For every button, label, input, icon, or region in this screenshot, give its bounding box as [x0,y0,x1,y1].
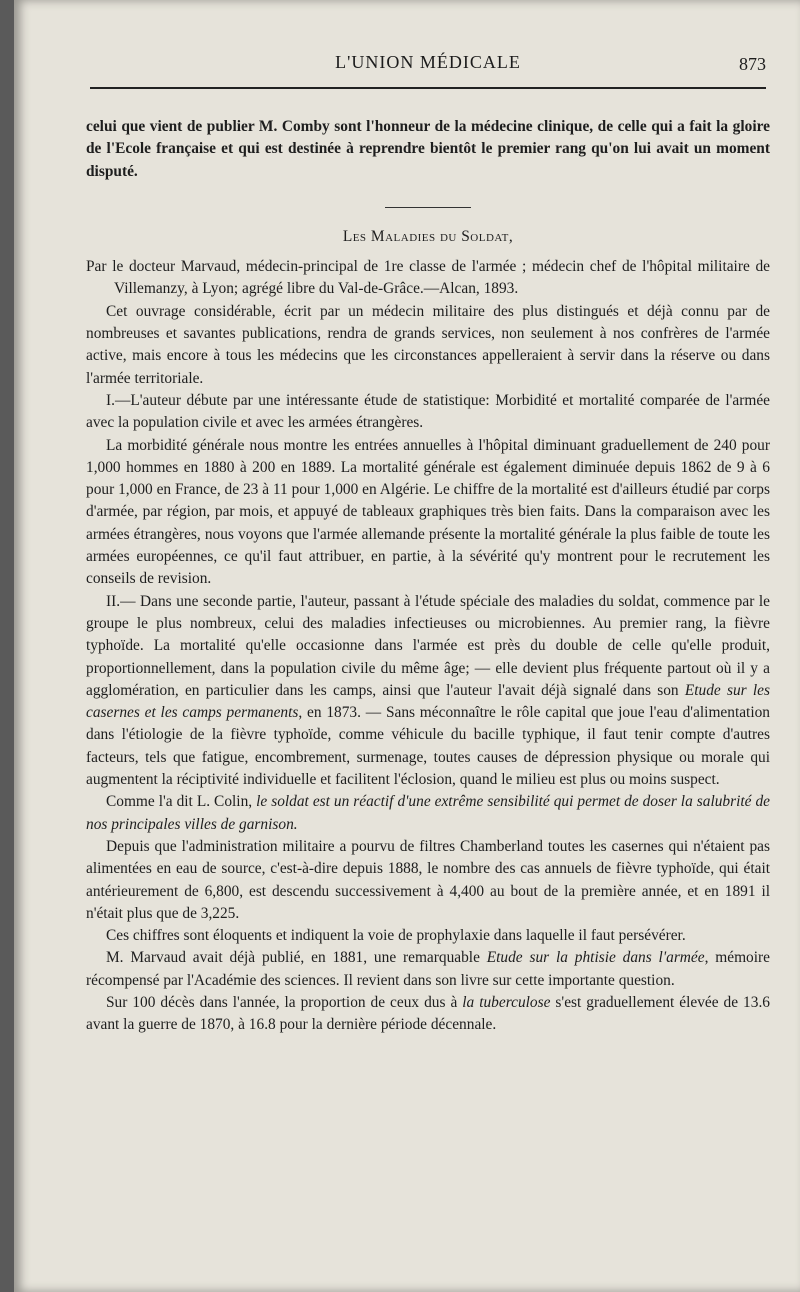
paragraph-1: Cet ouvrage considérable, écrit par un médecin militaire des plus distingués et déjà connu par de nombreuses et savantes publications, rendra de grands services, non seulement à nos confrères de l'armée active, mais encore à tous les médecins que les circonstances appelleraient à servir dans la réserve ou dans l'armée territoriale. [86,302,770,387]
paragraph-7: Ces chiffres sont éloquents et indiquent la voie de prophylaxie dans laquelle il faut persévérer. [106,927,686,945]
document-page [14,0,800,1292]
journal-title: L'UNION MÉDICALE [335,52,521,72]
paragraph-4-text-b: , en 1873. — Sans méconnaître le rôle capital que joue l'eau d'alimentation dans l'étiologie de la fièvre typhoïde, comme véhicule du bacille typhique, il faut tenir compte d'autres facteurs, tels que fatigue, encombrement, surmenage, toutes causes de dépression physique ou morale qui augmentent la réciptivité individuelle et facilitent l'éclosion, quand le milieu est plus ou moins suspect. [86,704,770,789]
paragraph-9-text-b: s'est graduellement élevée de 13.6 avant la guerre de 1870, à 16.8 pour la dernière période décennale. [86,993,770,1034]
page-number: 873 [739,54,766,74]
section-separator [385,207,471,208]
paragraph-2: I.—L'auteur débute par une intéressante étude de statistique: Morbidité et mortalité comparée de l'armée avec la population civile et avec les armées étrangères. [86,391,770,432]
section-byline: Par le docteur Marvaud, médecin-principal de 1re classe de l'armée ; médecin chef de l'hôpital militaire de Villemanzy, à Lyon; agrégé libre du Val-de-Grâce.—Alcan, 1893. [86,258,770,298]
paragraph-8-text-b: , mémoire récompensé par l'Académie des sciences. Il revient dans son livre sur cette importante question. [86,949,770,989]
paragraph-9-text-a: Sur 100 décès dans l'année, la proportion de ceux dus à [106,993,463,1011]
paragraph-9 [86,992,770,1037]
paragraph-8 [86,947,770,992]
paragraph-4-text-a: II.— Dans une seconde partie, l'auteur, passant à l'étude spéciale des maladies du soldat, commence par le groupe le plus nombreux, celui des maladies infectieuses ou microbiennes. Au premier rang, la fièvre typhoïde. La mortalité qu'elle occasionne dans l'armée est près du double de celle qu'elle produit, proportionnellement, dans la population civile du même âge; — elle devient plus fréquente partout où il y a agglomération, en particulier dans les camps, ainsi que l'auteur l'avait déjà signalé dans son [86,592,770,699]
paragraph-8-text-a: M. Marvaud avait déjà publié, en 1881, une remarquable [106,949,487,967]
paragraph-6: Depuis que l'administration militaire a pourvu de filtres Chamberland toutes les casernes qui n'étaient pas alimentées en eau de source, c'est-à-dire depuis 1888, le nombre des cas annuels de fièvre typhoïde, qui était antérieurement de 6,800, est descendu successivement à 4,400 au bout de la première année, et en 1891 il n'était plus que de 3,225. [86,837,770,922]
paragraph-9-term: la tuberculose [462,993,551,1011]
paragraph-5-quote: le soldat est un réactif d'une extrême sensibilité qui permet de doser la salubrité de nos principales villes de garnison. [86,793,770,833]
header-rule [90,87,766,89]
paragraph-3: La morbidité générale nous montre les entrées annuelles à l'hôpital diminuant graduellement de 240 pour 1,000 hommes en 1880 à 200 en 1889. La mortalité générale est également diminuée depuis 1862 de 9 à 6 pour 1,000 en France, de 23 à 11 pour 1,000 en Algérie. Le chiffre de la mortalité est d'ailleurs étudié par corps d'armée, par région, par mois, et appuyé de tableaux graphiques très bien faits. Dans la comparaison avec les armées étrangères, nous voyons que l'armée allemande présente la mortalité générale la plus faible de toute les armées européennes, ce qu'il faut attribuer, en partie, à la sévérité qu'y montrent pour le recrutement les conseils de revision. [86,436,770,588]
intro-paragraph: celui que vient de publier M. Comby sont l'honneur de la médecine clinique, de celle qui a fait la gloire de l'Ecole française et qui est destinée à reprendre bientôt le premier rang qu'on lui avait un moment disputé. [86,118,770,180]
paragraph-5-text-a: Comme l'a dit L. Colin, [106,793,257,811]
article-body [86,116,770,1037]
paragraph-5 [86,791,770,836]
section-title: Les Maladies du Soldat, [342,227,514,245]
paragraph-8-citation: Etude sur la phtisie dans l'armée [486,949,705,967]
paragraph-4-citation: Etude sur les casernes et les camps permanents [86,681,770,722]
page-header [86,52,770,82]
paragraph-4 [86,591,770,792]
